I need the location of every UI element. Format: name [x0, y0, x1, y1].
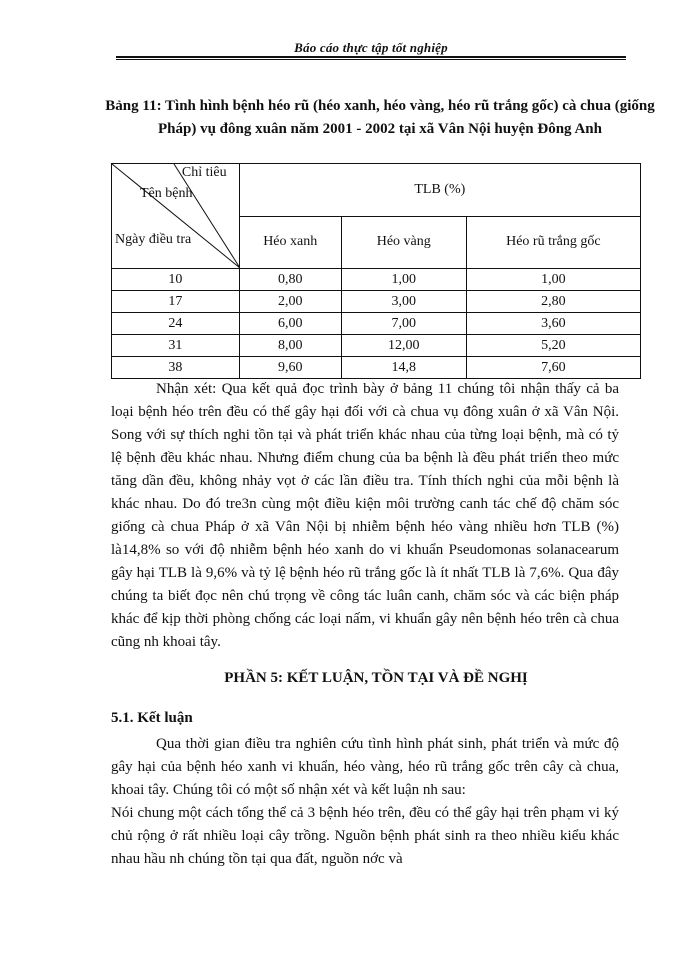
cell-value: 0,80 — [239, 269, 341, 291]
row-day: 38 — [112, 357, 240, 379]
column-header: Héo xanh — [239, 216, 341, 269]
cell-value: 1,00 — [466, 269, 640, 291]
table-row — [112, 313, 641, 335]
remark-section — [111, 378, 619, 654]
cell-value: 3,00 — [341, 291, 466, 313]
cell-value: 14,8 — [341, 357, 466, 379]
cell-value: 6,00 — [239, 313, 341, 335]
section-title: PHẦN 5: KẾT LUẬN, TỒN TẠI VÀ ĐỀ NGHỊ — [224, 670, 528, 686]
row-day: 17 — [112, 291, 240, 313]
group-header-tlb: TLB (%) — [239, 164, 640, 217]
disease-table — [111, 163, 641, 379]
remark-paragraph: Nhận xét: Qua kết quả đọc trình bày ở bảng 11 chúng tôi nhận thấy cả ba loại bệnh héo trên đều có thể gây hại đối với cà chua vụ đông xuân ở xã Vân Nội. Song với sự thích nghi tồn tại và phát triển khác nhau của từng loại bệnh, mà có tỷ lệ bệnh đều khác nhau. Nhưng điểm chung của ba bệnh là đều phát triển theo mức tăng dần đều, không nhảy vọt ở các lần điều tra. Tính thích nghi của mỗi bệnh là khác nhau. Do đó tre3n cùng một điều kiện môi trường canh tác chế độ chăm sóc giống cà chua Pháp ở xã Vân Nội bị nhiễm bệnh héo vàng nhiều hơn TLB (%) là14,8% so với độ nhiễm bệnh héo xanh do vi khuẩn Pseudomonas solanacearum gây hại TLB là 9,6% và tỷ lệ bệnh héo rũ trắng gốc là ít nhất TLB là 7,6%. Qua đây chúng ta biết đọc nên chú trọng về công tác luân canh, chăm sóc và các biện pháp khác để kịp thời phòng chống các loại nấm, vi khuẩn gây nên bệnh héo trên cà chua cũng nh khoai tây. — [111, 381, 619, 650]
cell-value: 1,00 — [341, 269, 466, 291]
corner-label-day: Ngày điều tra — [115, 232, 192, 247]
table-title: Bảng 11: Tình hình bệnh héo rũ (héo xanh, héo vàng, héo rũ trắng gốc) cà chua (giống Pháp) vụ đông xuân năm 2001 - 2002 tại xã Vân Nội huyện Đông Anh — [105, 98, 655, 137]
corner-label-disease: Tên bệnh — [140, 186, 193, 201]
conclusion-section — [111, 733, 619, 871]
subsection-title: 5.1. Kết luận — [111, 710, 193, 726]
cell-value: 2,00 — [239, 291, 341, 313]
table-corner-cell — [112, 164, 240, 269]
conclusion-paragraph-2: Nói chung một cách tổng thể cả 3 bệnh héo trên, đều có thể gây hại trên phạm vi ký chủ rộng ở rất nhiều loại cây trồng. Nguồn bệnh phát sinh ra theo nhiều kiểu khác nhau hầu nh chúng tồn tại qua đất, nguồn nớc và — [111, 805, 619, 867]
cell-value: 7,60 — [466, 357, 640, 379]
row-day: 24 — [112, 313, 240, 335]
corner-label-criteria: Chỉ tiêu — [181, 165, 227, 180]
header-rule — [116, 56, 626, 60]
cell-value: 5,20 — [466, 335, 640, 357]
cell-value: 7,00 — [341, 313, 466, 335]
table-row — [112, 269, 641, 291]
conclusion-paragraph-1: Qua thời gian điều tra nghiên cứu tình hình phát sinh, phát triển và mức độ gây hại của bệnh héo xanh vi khuẩn, héo vàng, héo rũ trắng gốc trên cây cà chua, khoai tây. Chúng tôi có một số nhận xét và kết luận nh sau: — [111, 736, 619, 798]
cell-value: 2,80 — [466, 291, 640, 313]
row-day: 10 — [112, 269, 240, 291]
row-day: 31 — [112, 335, 240, 357]
cell-value: 12,00 — [341, 335, 466, 357]
table-row — [112, 335, 641, 357]
column-header: Héo rũ trắng gốc — [466, 216, 640, 269]
column-header: Héo vàng — [341, 216, 466, 269]
cell-value: 3,60 — [466, 313, 640, 335]
cell-value: 9,60 — [239, 357, 341, 379]
cell-value: 8,00 — [239, 335, 341, 357]
page-header: Báo cáo thực tập tốt nghiệp — [294, 40, 448, 55]
table-row — [112, 357, 641, 379]
table-row — [112, 291, 641, 313]
